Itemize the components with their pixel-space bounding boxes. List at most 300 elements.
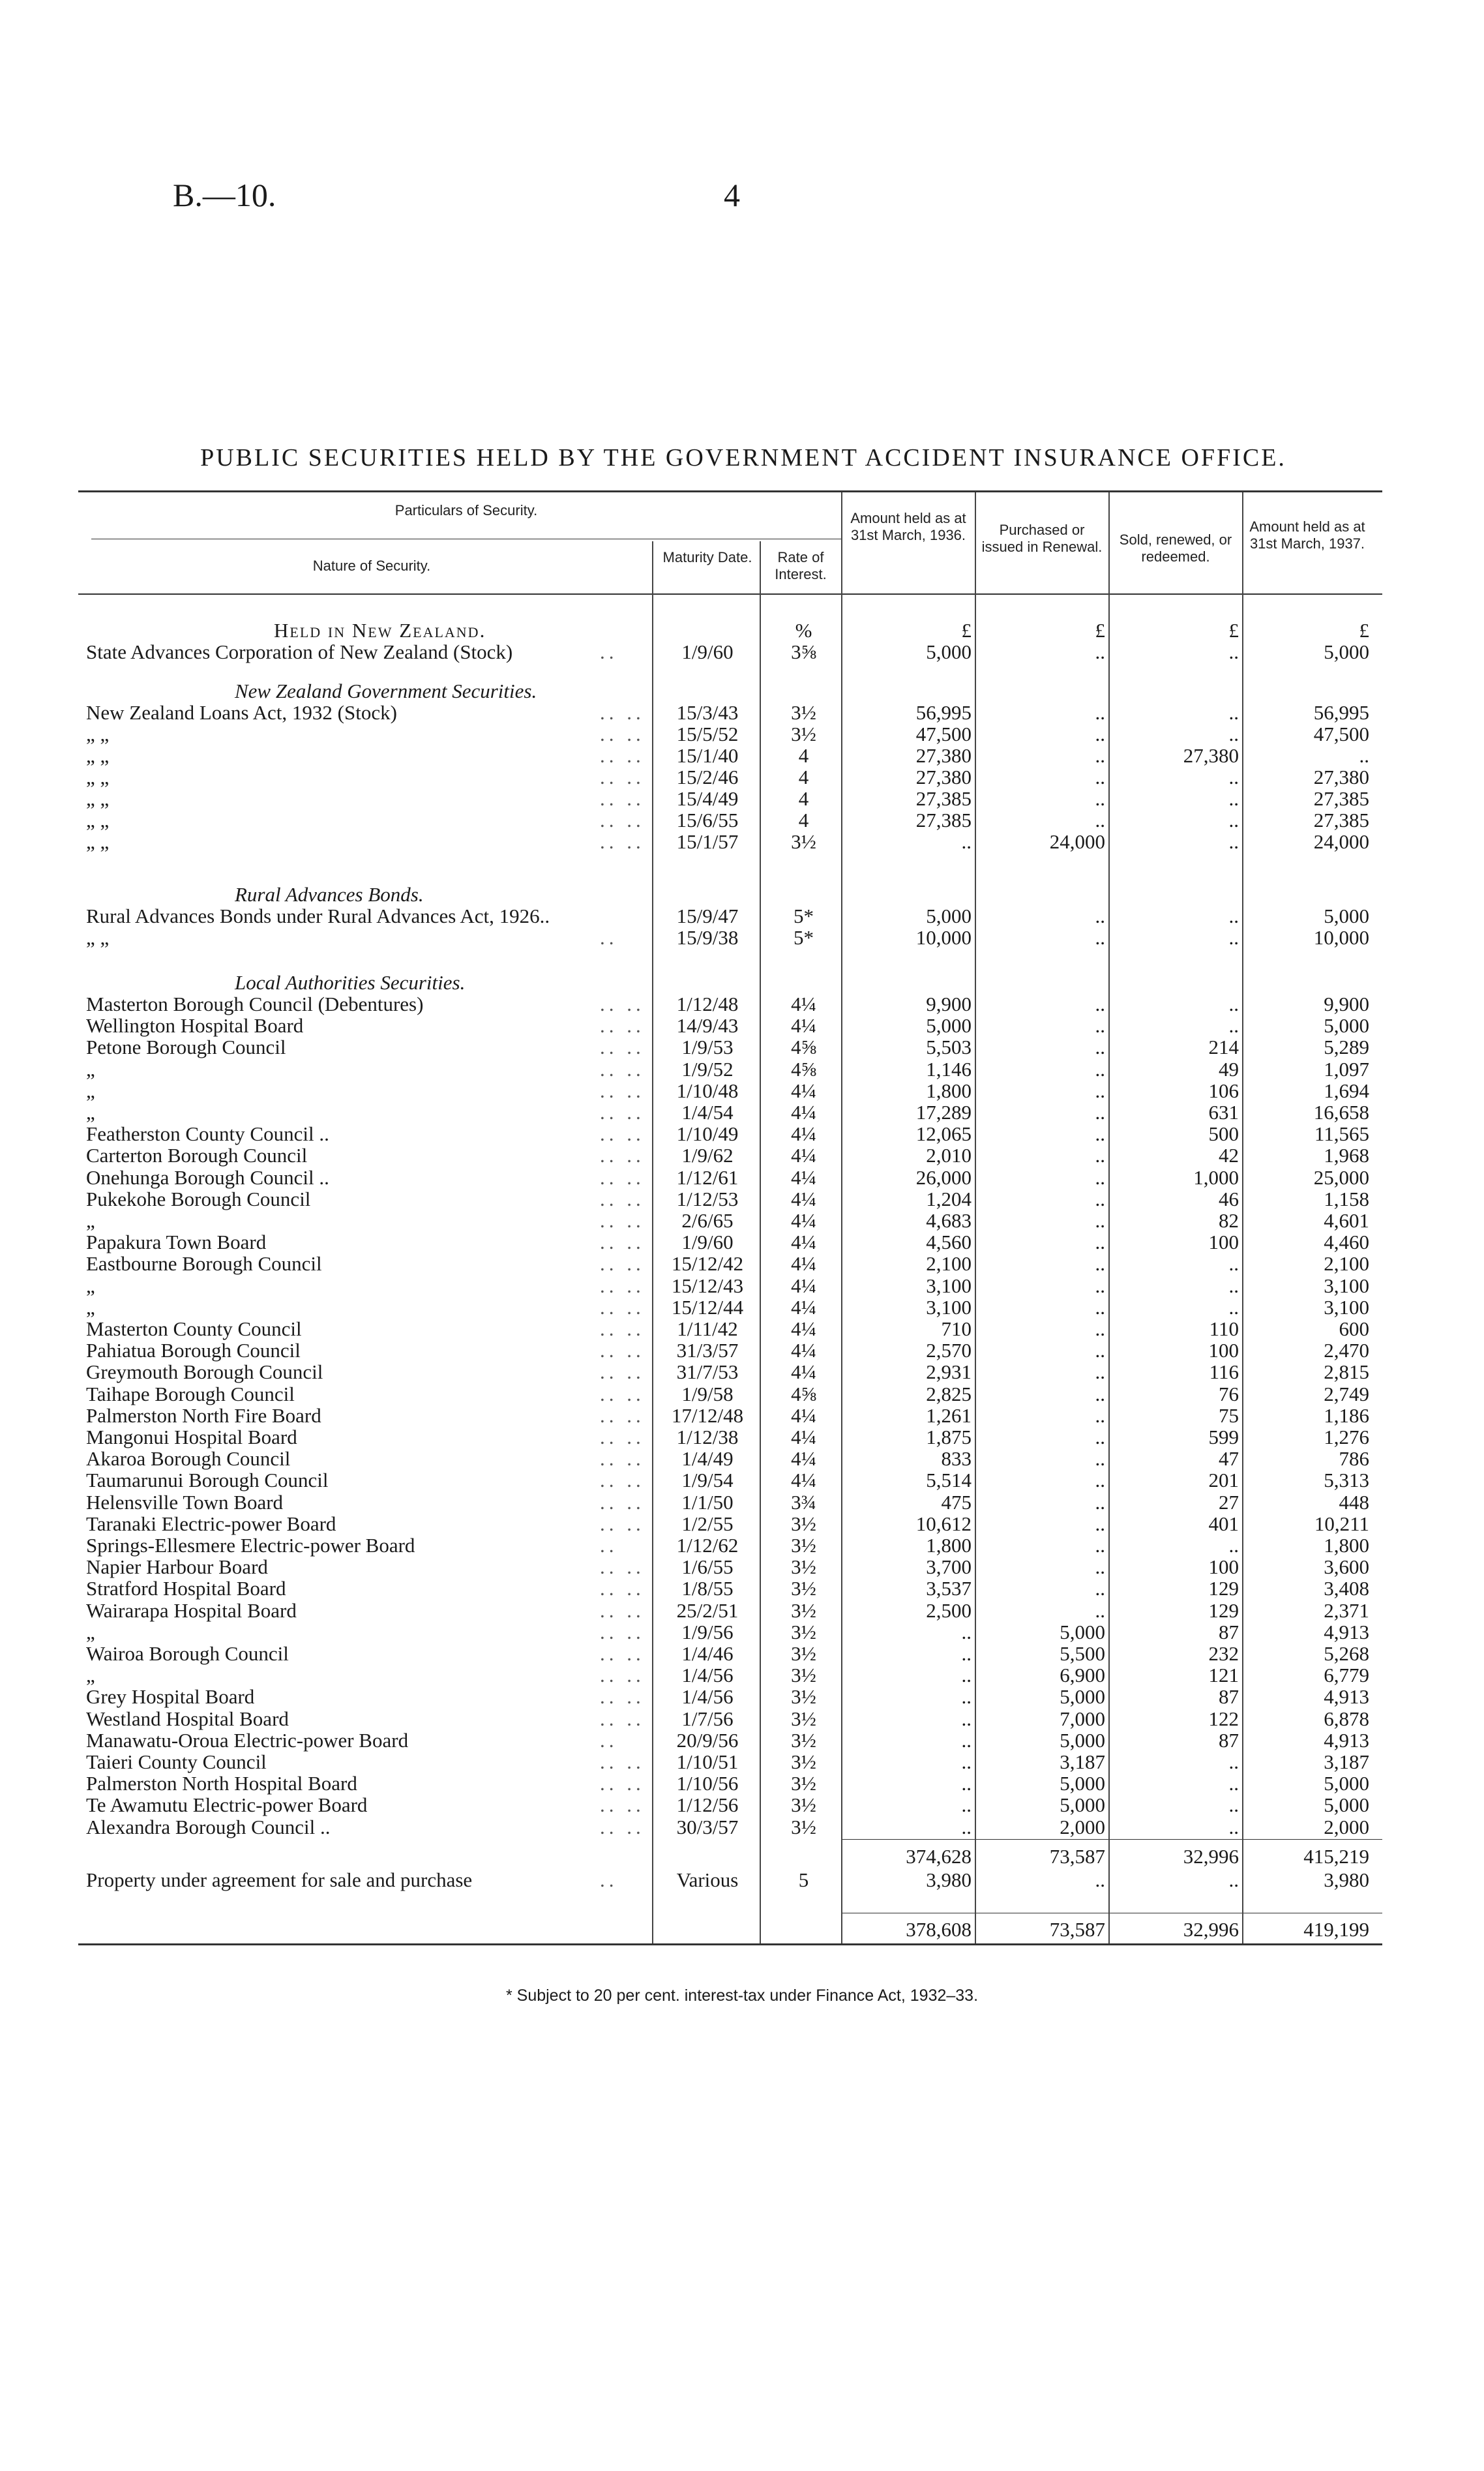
security-name: Te Awamutu Electric-power Board	[86, 1793, 368, 1817]
purchased-amount: ..	[1095, 1317, 1105, 1340]
table-row	[0, 1513, 1484, 1535]
maturity-date: 1/8/55	[681, 1577, 734, 1600]
security-name: „	[86, 1101, 95, 1124]
interest-rate: 4	[798, 766, 809, 788]
security-name: Grey Hospital Board	[86, 1685, 255, 1709]
leader-dots: .. ..	[600, 1750, 645, 1773]
interest-rate: 4¼	[791, 1231, 816, 1254]
leader-dots: ..	[600, 1534, 618, 1557]
security-name: „ „	[86, 723, 110, 745]
security-name: Helensville Town Board	[86, 1490, 284, 1514]
interest-rate: 4¼	[791, 1079, 816, 1102]
interest-rate: 4¼	[791, 993, 816, 1015]
amount-1937: 3,187	[1324, 1750, 1369, 1773]
amount-1937: 27,380	[1313, 766, 1369, 788]
interest-rate: 4¼	[791, 1426, 816, 1448]
table-row	[0, 1621, 1484, 1643]
interest-rate: 3½	[791, 723, 816, 745]
maturity-date: 1/12/56	[676, 1793, 739, 1817]
sold-amount: 232	[1208, 1642, 1239, 1665]
amount-1936: 3,537	[926, 1577, 972, 1600]
amount-1936: ..	[961, 1750, 972, 1773]
security-name: „ „	[86, 926, 110, 949]
sold-amount: ..	[1228, 1252, 1239, 1276]
purchased-amount: 3,187	[1060, 1750, 1105, 1773]
interest-rate: 3½	[791, 1598, 816, 1622]
maturity-date: 30/3/57	[676, 1815, 739, 1838]
purchased-amount: ..	[1095, 1079, 1105, 1102]
purchased-amount: 24,000	[1049, 830, 1105, 853]
leader-dots: .. ..	[600, 1469, 645, 1492]
sold-amount: 1,000	[1193, 1165, 1239, 1189]
amount-1936: ..	[961, 1642, 972, 1665]
maturity-date: 15/12/42	[671, 1252, 744, 1276]
amount-1936: 27,380	[915, 766, 972, 788]
security-name: Alexandra Borough Council ..	[86, 1815, 331, 1838]
maturity-date: 15/3/43	[676, 701, 739, 724]
leader-dots: .. ..	[600, 766, 645, 788]
maturity-date: 15/1/57	[676, 830, 739, 853]
table-row	[0, 1664, 1484, 1686]
security-name: „ „	[86, 830, 110, 853]
leader-dots: ..	[600, 1728, 618, 1752]
maturity-date: 15/4/49	[676, 787, 739, 810]
purchased-amount: ..	[1095, 1122, 1105, 1146]
interest-rate: 4	[798, 744, 809, 767]
maturity-date: 1/9/53	[681, 1036, 734, 1059]
interest-rate: 4¼	[791, 1187, 816, 1210]
maturity-date: 1/12/38	[676, 1426, 739, 1448]
footnote: * Subject to 20 per cent. interest-tax under Finance Act, 1932–33.	[505, 1986, 979, 2005]
amount-1937: 448	[1339, 1490, 1369, 1514]
security-name: Taieri County Council	[86, 1750, 267, 1773]
maturity-date: 1/12/62	[676, 1534, 739, 1557]
header-sold: Sold, renewed, or redeemed.	[1119, 532, 1232, 565]
amount-1937: 5,000	[1324, 640, 1369, 663]
purchased-amount: 5,000	[1060, 1620, 1105, 1643]
amount-1937: 600	[1339, 1317, 1369, 1340]
amount-1936: ..	[961, 1815, 972, 1838]
interest-rate: 4⅝	[791, 1382, 816, 1405]
maturity-date: 1/10/48	[676, 1079, 739, 1102]
amount-1937: 4,601	[1324, 1209, 1369, 1232]
purchased-amount: ..	[1095, 1534, 1105, 1557]
leader-dots: ..	[600, 926, 618, 949]
maturity-date: 1/9/52	[681, 1057, 734, 1081]
purchased-amount: ..	[1095, 1057, 1105, 1081]
purchased-amount: ..	[1095, 1598, 1105, 1622]
purchased-amount: ..	[1095, 1469, 1105, 1492]
table-row	[0, 831, 1484, 852]
amount-1937: ..	[1359, 744, 1369, 767]
leader-dots: .. ..	[600, 1165, 645, 1189]
leader-dots: .. ..	[600, 1490, 645, 1514]
header-amount-1936: Amount held as at 31st March, 1936.	[850, 510, 966, 543]
amount-1936: 56,995	[915, 701, 972, 724]
purchased-amount: ..	[1095, 993, 1105, 1015]
interest-rate: 4¼	[791, 1101, 816, 1124]
amount-1936: 1,146	[926, 1057, 972, 1081]
unit-purchased: £	[1095, 619, 1105, 642]
amount-1937: 5,000	[1324, 1793, 1369, 1817]
security-name: Pukekohe Borough Council	[86, 1187, 311, 1210]
table-row	[0, 641, 1484, 663]
security-name: Carterton Borough Council	[86, 1144, 308, 1167]
amount-1937: 2,815	[1324, 1360, 1369, 1384]
amount-1936: 1,204	[926, 1187, 972, 1210]
amount-1937: 10,211	[1314, 1512, 1369, 1535]
amount-1937: 1,800	[1324, 1534, 1369, 1557]
maturity-date: 31/3/57	[676, 1339, 739, 1362]
amount-1936: 833	[941, 1447, 972, 1471]
security-name: Taumarunui Borough Council	[86, 1469, 329, 1492]
amount-1937: 11,565	[1314, 1122, 1369, 1146]
security-name: Stratford Hospital Board	[86, 1577, 286, 1600]
interest-rate: 3½	[791, 1555, 816, 1579]
amount-1936: 10,000	[915, 926, 972, 949]
total-purchased: 73,587	[1049, 1918, 1105, 1941]
header-rate: Rate of Interest.	[775, 549, 827, 582]
leader-dots: .. ..	[600, 1598, 645, 1622]
leader-dots: ..	[600, 640, 618, 663]
amount-1936: 27,385	[915, 809, 972, 831]
document-id: B.—10.	[173, 177, 276, 213]
interest-rate: 3¾	[791, 1490, 816, 1514]
property-amount-1936: 3,980	[926, 1868, 972, 1891]
security-name: Akaroa Borough Council	[86, 1447, 291, 1471]
amount-1937: 6,779	[1324, 1664, 1369, 1687]
header-maturity: Maturity Date.	[662, 549, 752, 565]
sold-amount: 599	[1208, 1426, 1239, 1448]
amount-1937: 27,385	[1313, 787, 1369, 810]
security-name: Greymouth Borough Council	[86, 1360, 323, 1384]
purchased-amount: ..	[1095, 640, 1105, 663]
sold-amount: 122	[1208, 1707, 1239, 1730]
sold-amount: ..	[1228, 723, 1239, 745]
sold-amount: ..	[1228, 1815, 1239, 1838]
amount-1937: 1,276	[1324, 1426, 1369, 1448]
purchased-amount: 2,000	[1060, 1815, 1105, 1838]
interest-rate: 4¼	[791, 1360, 816, 1384]
maturity-date: 1/9/54	[681, 1469, 734, 1492]
purchased-amount: ..	[1095, 1295, 1105, 1319]
interest-rate: 4¼	[791, 1014, 816, 1038]
amount-1936: 5,000	[926, 905, 972, 927]
header-particulars: Particulars of Security.	[394, 502, 538, 518]
leader-dots: .. ..	[600, 1295, 645, 1319]
amount-1936: 47,500	[915, 723, 972, 745]
security-name: Springs-Ellesmere Electric-power Board	[86, 1534, 415, 1557]
table-row	[0, 1578, 1484, 1599]
purchased-amount: ..	[1095, 1490, 1105, 1514]
amount-1936: 1,800	[926, 1079, 972, 1102]
total-row	[0, 1919, 1484, 1940]
amount-1936: 9,900	[926, 993, 972, 1015]
maturity-date: 1/4/49	[681, 1447, 734, 1471]
sold-amount: 46	[1219, 1187, 1239, 1210]
maturity-date: 25/2/51	[676, 1598, 739, 1622]
amount-1936: 2,100	[926, 1252, 972, 1276]
table-row	[0, 1058, 1484, 1080]
leader-dots: .. ..	[600, 1707, 645, 1730]
interest-rate: 3½	[791, 1620, 816, 1643]
sold-amount: 121	[1208, 1664, 1239, 1687]
amount-1937: 10,000	[1313, 926, 1369, 949]
table-row	[0, 1794, 1484, 1816]
amount-1937: 4,913	[1324, 1685, 1369, 1709]
leader-dots: .. ..	[600, 1512, 645, 1535]
security-name: Eastbourne Borough Council	[86, 1252, 322, 1276]
interest-rate: 4¼	[791, 1144, 816, 1167]
amount-1937: 1,097	[1324, 1057, 1369, 1081]
maturity-date: 15/5/52	[676, 723, 739, 745]
purchased-amount: ..	[1095, 701, 1105, 724]
sold-amount: 631	[1208, 1101, 1239, 1124]
maturity-date: 1/7/56	[681, 1707, 734, 1730]
subtotal-rule	[841, 1839, 1382, 1840]
purchased-amount: ..	[1095, 1101, 1105, 1124]
table-row	[0, 1340, 1484, 1361]
amount-1936: 5,503	[926, 1036, 972, 1059]
sold-amount: ..	[1228, 1014, 1239, 1038]
interest-rate: 5*	[794, 905, 814, 927]
leader-dots: .. ..	[600, 1664, 645, 1687]
unit-amount-1936: £	[961, 619, 972, 642]
security-name: Mangonui Hospital Board	[86, 1426, 297, 1448]
sold-amount: ..	[1228, 905, 1239, 927]
amount-1936: 2,570	[926, 1339, 972, 1362]
purchased-amount: 6,900	[1060, 1664, 1105, 1687]
section-rural-advances: Rural Advances Bonds.	[235, 883, 424, 906]
interest-rate: 3½	[791, 1772, 816, 1795]
table-row	[0, 702, 1484, 723]
security-name: „	[86, 1664, 95, 1687]
maturity-date: 1/9/56	[681, 1620, 734, 1643]
security-name: Napier Harbour Board	[86, 1555, 268, 1579]
table-row	[0, 1405, 1484, 1426]
table-row	[0, 723, 1484, 745]
sold-amount: 500	[1208, 1122, 1239, 1146]
interest-rate: 4¼	[791, 1295, 816, 1319]
maturity-date: 2/6/65	[681, 1209, 734, 1232]
purchased-amount: ..	[1095, 1187, 1105, 1210]
security-name: Wairoa Borough Council	[86, 1642, 289, 1665]
leader-dots: .. ..	[600, 1122, 645, 1146]
maturity-date: 1/4/46	[681, 1642, 734, 1665]
maturity-date: 15/9/47	[676, 905, 739, 927]
leader-dots: .. ..	[600, 1447, 645, 1471]
table-row	[0, 927, 1484, 948]
purchased-amount: ..	[1095, 723, 1105, 745]
amount-1936: 2,500	[926, 1598, 972, 1622]
interest-rate: 3½	[791, 1815, 816, 1838]
interest-rate: 3½	[791, 701, 816, 724]
sold-amount: 110	[1209, 1317, 1239, 1340]
table-row	[0, 905, 1484, 927]
table-row	[0, 1708, 1484, 1730]
maturity-date: 1/2/55	[681, 1512, 734, 1535]
purchased-amount: ..	[1095, 1360, 1105, 1384]
amount-1937: 16,658	[1313, 1101, 1369, 1124]
sold-amount: ..	[1228, 830, 1239, 853]
amount-1936: 3,100	[926, 1295, 972, 1319]
subtotal-row	[0, 1846, 1484, 1867]
purchased-amount: ..	[1095, 1036, 1105, 1059]
interest-rate: 4¼	[791, 1469, 816, 1492]
amount-1936: ..	[961, 1728, 972, 1752]
leader-dots: .. ..	[600, 1014, 645, 1038]
amount-1936: 10,612	[915, 1512, 972, 1535]
table-row	[0, 1730, 1484, 1751]
units-row	[0, 620, 1484, 641]
sold-amount: 87	[1219, 1620, 1239, 1643]
purchased-amount: ..	[1095, 1447, 1105, 1471]
amount-1937: 5,000	[1324, 1772, 1369, 1795]
leader-dots: .. ..	[600, 1057, 645, 1081]
purchased-amount: ..	[1095, 1403, 1105, 1427]
interest-rate: 3½	[791, 1534, 816, 1557]
table-row	[0, 1469, 1484, 1491]
table-row	[0, 1643, 1484, 1664]
purchased-amount: ..	[1095, 1426, 1105, 1448]
section-held-in-nz: Held in New Zealand.	[274, 619, 486, 642]
leader-dots: .. ..	[600, 1252, 645, 1276]
amount-1937: 5,000	[1324, 1014, 1369, 1038]
leader-dots: .. ..	[600, 1274, 645, 1297]
leader-dots: .. ..	[600, 1231, 645, 1254]
security-name: Petone Borough Council	[86, 1036, 286, 1059]
amount-1937: 2,000	[1324, 1815, 1369, 1838]
security-name: Pahiatua Borough Council	[86, 1339, 301, 1362]
purchased-amount: ..	[1095, 744, 1105, 767]
sold-amount: 100	[1208, 1339, 1239, 1362]
amount-1937: 4,913	[1324, 1620, 1369, 1643]
amount-1936: ..	[961, 830, 972, 853]
purchased-amount: ..	[1095, 926, 1105, 949]
security-name: „	[86, 1620, 95, 1643]
leader-dots: .. ..	[600, 1144, 645, 1167]
table-row	[0, 1080, 1484, 1101]
header-nature: Nature of Security.	[312, 558, 431, 574]
table-row	[0, 809, 1484, 831]
security-name: Masterton Borough Council (Debentures)	[86, 993, 424, 1015]
table-row	[0, 1535, 1484, 1556]
amount-1936: 2,010	[926, 1144, 972, 1167]
amount-1937: 5,289	[1324, 1036, 1369, 1059]
maturity-date: 1/9/62	[681, 1144, 734, 1167]
security-name: Rural Advances Bonds under Rural Advances Act, 1926..	[86, 905, 550, 927]
amount-1937: 3,100	[1324, 1274, 1369, 1297]
interest-rate: 4¼	[791, 1317, 816, 1340]
table-row	[0, 1816, 1484, 1838]
leader-dots: .. ..	[600, 1187, 645, 1210]
property-maturity: Various	[676, 1868, 739, 1891]
maturity-date: 15/9/38	[676, 926, 739, 949]
purchased-amount: ..	[1095, 1231, 1105, 1254]
table-row	[0, 1751, 1484, 1773]
table-row	[0, 1426, 1484, 1448]
leader-dots: .. ..	[600, 744, 645, 767]
sold-amount: 201	[1208, 1469, 1239, 1492]
table-row	[0, 1600, 1484, 1621]
interest-rate: 4¼	[791, 1252, 816, 1276]
security-name: „	[86, 1057, 95, 1081]
security-name: Masterton County Council	[86, 1317, 302, 1340]
maturity-date: 1/10/56	[676, 1772, 739, 1795]
maturity-date: 31/7/53	[676, 1360, 739, 1384]
sold-amount: ..	[1228, 993, 1239, 1015]
sold-amount: 87	[1219, 1728, 1239, 1752]
header-bottom-rule	[78, 593, 1382, 595]
page-number: 4	[724, 177, 740, 213]
maturity-date: 1/4/56	[681, 1685, 734, 1709]
leader-dots: .. ..	[600, 993, 645, 1015]
sold-amount: ..	[1228, 766, 1239, 788]
table-row	[0, 1361, 1484, 1383]
leader-dots: .. ..	[600, 1815, 645, 1838]
leader-dots: .. ..	[600, 1426, 645, 1448]
purchased-amount: ..	[1095, 1339, 1105, 1362]
sold-amount: ..	[1228, 809, 1239, 831]
security-name: Featherston County Council ..	[86, 1122, 329, 1146]
table-row	[0, 1773, 1484, 1794]
purchased-amount: 5,500	[1060, 1642, 1105, 1665]
amount-1936: 5,000	[926, 1014, 972, 1038]
total-amount-1936: 378,608	[906, 1918, 972, 1941]
sold-amount: 27,380	[1183, 744, 1239, 767]
maturity-date: 1/12/48	[676, 993, 739, 1015]
subtotal-purchased: 73,587	[1049, 1845, 1105, 1868]
total-sold: 32,996	[1183, 1918, 1239, 1941]
maturity-date: 15/12/44	[671, 1295, 744, 1319]
table-row	[0, 1686, 1484, 1707]
property-purchased: ..	[1095, 1868, 1105, 1891]
security-name: Taranaki Electric-power Board	[86, 1512, 336, 1535]
amount-1937: 1,968	[1324, 1144, 1369, 1167]
subtotal-amount-1936: 374,628	[906, 1845, 972, 1868]
leader-dots: .. ..	[600, 787, 645, 810]
maturity-date: 17/12/48	[671, 1403, 744, 1427]
amount-1936: ..	[961, 1772, 972, 1795]
security-name: „ „	[86, 766, 110, 788]
security-name: „ „	[86, 787, 110, 810]
maturity-date: 1/4/54	[681, 1101, 734, 1124]
table-row	[0, 1296, 1484, 1318]
interest-rate: 3½	[791, 1642, 816, 1665]
leader-dots: .. ..	[600, 1339, 645, 1362]
sold-amount: 87	[1219, 1685, 1239, 1709]
amount-1937: 4,913	[1324, 1728, 1369, 1752]
amount-1937: 6,878	[1324, 1707, 1369, 1730]
amount-1936: 3,700	[926, 1555, 972, 1579]
maturity-date: 1/10/49	[676, 1122, 739, 1146]
interest-rate: 4⅝	[791, 1057, 816, 1081]
maturity-date: 1/12/53	[676, 1187, 739, 1210]
table-row	[0, 1188, 1484, 1210]
maturity-date: 15/1/40	[676, 744, 739, 767]
property-rate: 5	[798, 1868, 809, 1891]
sold-amount: ..	[1228, 1772, 1239, 1795]
amount-1936: 4,683	[926, 1209, 972, 1232]
sold-amount: 401	[1208, 1512, 1239, 1535]
sold-amount: 106	[1208, 1079, 1239, 1102]
purchased-amount: ..	[1095, 1144, 1105, 1167]
purchased-amount: ..	[1095, 1209, 1105, 1232]
header-amount-1937: Amount held as at 31st March, 1937.	[1249, 518, 1365, 552]
leader-dots: .. ..	[600, 1620, 645, 1643]
security-name: Taihape Borough Council	[86, 1382, 295, 1405]
amount-1936: 1,800	[926, 1534, 972, 1557]
